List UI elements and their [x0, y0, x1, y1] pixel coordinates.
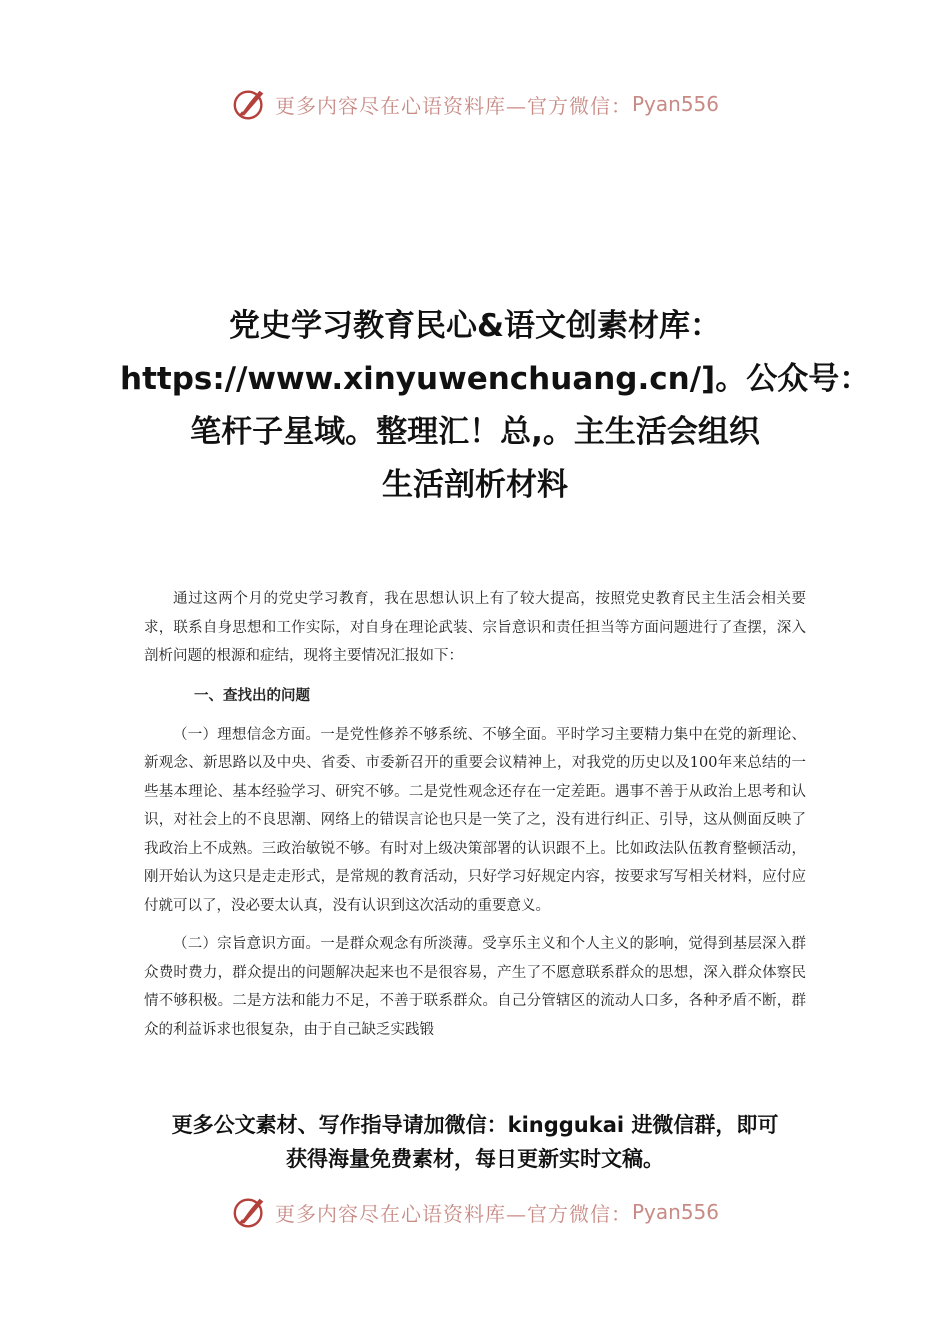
paragraph-purpose: （二）宗旨意识方面。一是群众观念有所淡薄。受享乐主义和个人主义的影响，觉得到基层深入群众费时费力，群众提出的问题解决起来也不是很容易，产生了不愿意联系群众的思想，深入群众体察民情不够积极。二是方法和能力不足，不善于联系群众。自己分管辖区的流动人口多，各种矛盾不断，群众的利益诉求也很复杂，由于自己缺乏实践锻 — [144, 936, 806, 1038]
page-title — [120, 300, 871, 512]
quill-logo-icon — [231, 85, 269, 123]
title-line-3: 笔杆子星域。整理汇！总,。主生活会组织 — [190, 414, 760, 450]
header-banner — [0, 82, 950, 126]
intro-paragraph: 通过这两个月的党史学习教育，我在思想认识上有了较大提高，按照党史教育民主生活会相关要求，联系自身思想和工作实际，对自身在理论武装、宗旨意识和责任担当等方面问题进行了查摆，深入剖析问题的根源和症结，现将主要情况汇报如下： — [144, 591, 806, 664]
banner-text: 更多内容尽在心语资料库—官方微信： — [274, 1201, 632, 1226]
quill-logo-icon — [231, 1193, 269, 1231]
title-line-4: 生活剖析材料 — [382, 467, 568, 503]
title-line-2: https://www.xinyuwenchuang.cn/]。公众号： — [120, 361, 871, 397]
paragraph-ideals: （一）理想信念方面。一是党性修养不够系统、不够全面。平时学习主要精力集中在党的新理论、新观念、新思路以及中央、省委、市委新召开的重要会议精神上，对我党的历史以及100年来总结的一些基本理论、基本经验学习、研究不够。二是党性观念还存在一定差距。遇事不善于从政治上思考和认识，对社会上的不良思潮、网络上的错误言论也只是一笑了之，没有进行纠正、引导，这从侧面反映了我政治上不成熟。三政治敏锐不够。有时对上级决策部署的认识跟不上。比如政法队伍教育整顿活动，刚开始认为这只是走走形式，是常规的教育活动，只好学习好规定内容，按要求写写相关材料，应付应付就可以了，没必要太认真，没有认识到这次活动的重要意义。 — [144, 726, 806, 914]
section-heading: 一、查找出的问题 — [194, 687, 310, 704]
title-line-1: 党史学习教育民心&语文创素材库： — [228, 308, 722, 344]
banner-text: 更多内容尽在心语资料库—官方微信： — [274, 93, 632, 118]
banner-wechat-id: Pyan556 — [631, 92, 719, 116]
banner-wechat-id: Pyan556 — [631, 1200, 719, 1224]
promo-notice — [120, 1108, 830, 1176]
promo-line-2: 获得海量免费素材，每日更新实时文稿。 — [286, 1147, 664, 1171]
promo-line-1: 更多公文素材、写作指导请加微信：kinggukai 进微信群，即可 — [171, 1113, 779, 1137]
document-body — [144, 585, 806, 1044]
footer-banner — [0, 1190, 950, 1234]
